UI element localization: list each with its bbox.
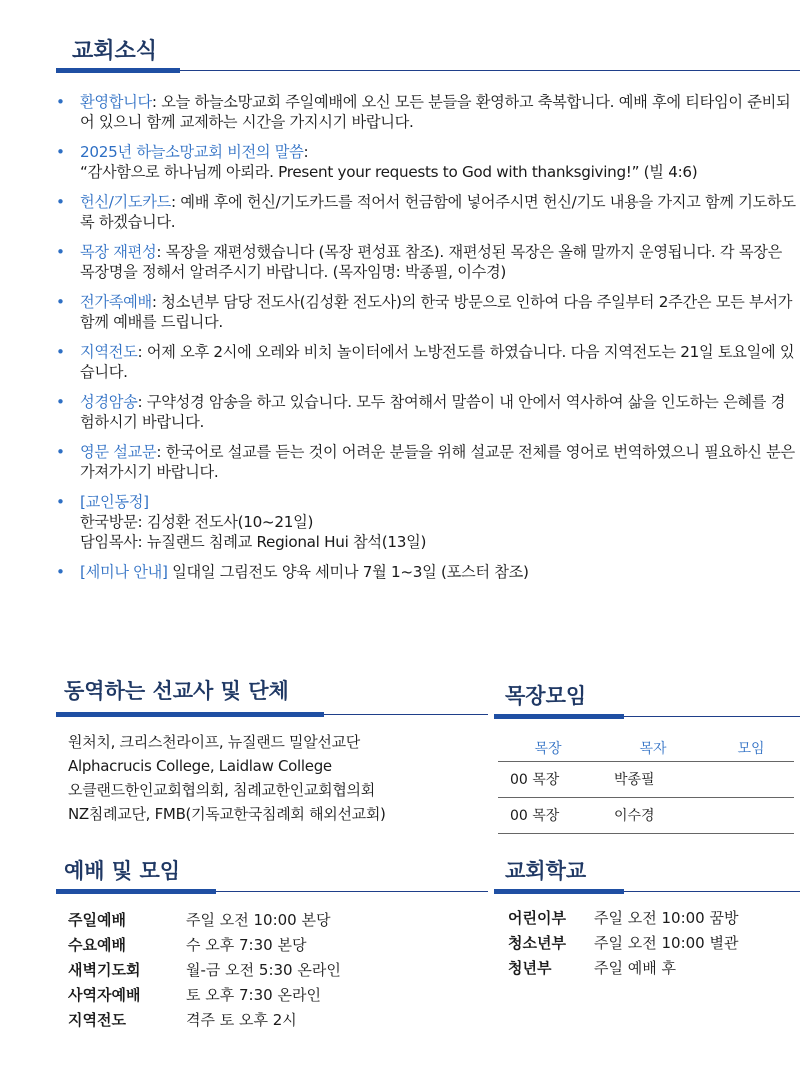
schedule-name: 주일예배 [68,911,126,929]
schedule-row [68,1008,341,1033]
cell-leader: 박종필 [598,761,708,797]
school-title-accent-bar [494,889,624,894]
news-item-text: : 오늘 하늘소망교회 주일예배에 오신 모든 분들을 환영하고 축복합니다. 예배 후에 티타임이 준비되어 있으니 함께 교제하는 시간을 가지시기 바랍니다. [80,93,791,131]
news-section-title: 교회소식 [72,39,158,64]
news-list [56,92,796,592]
news-item-label: [세미나 안내] [80,563,168,581]
mission-title-accent-bar [56,712,324,717]
news-item-label: [교인동정] [80,493,149,511]
bullet-icon: • [56,493,65,511]
bullet-icon: • [56,563,65,581]
bullet-icon: • [56,193,65,211]
cell-meeting [708,761,794,797]
news-item-label: 지역전도 [80,343,138,361]
schedule-name: 지역전도 [68,1011,126,1029]
mission-line: NZ침례교단, FMB(기독교한국침례회 해외선교회) [68,805,386,823]
cell-meeting [708,797,794,833]
news-item-text: : 목장을 재편성했습니다 (목장 편성표 참조). 재편성된 목장은 올해 말까지 운영됩니다. 각 목장은 목장명을 정해서 알려주시기 바랍니다. (목자임명: 박종필, 이수경) [80,243,782,281]
news-item-label: 전가족예배 [80,293,152,311]
cell-table [498,735,794,834]
schedule-row [508,956,738,981]
schedule-row [68,933,341,958]
news-item-vision [56,142,796,182]
news-item-label: 2025년 하늘소망교회 비전의 말씀 [80,143,304,161]
schedule-time: 주일 오전 10:00 별관 [594,934,739,952]
school-schedule [508,906,738,981]
mission-line: Alphacrucis College, Laidlaw College [68,757,332,775]
mission-list [68,730,386,826]
schedule-row [68,983,341,1008]
news-item-text: : 한국어로 설교를 듣는 것이 어려운 분들을 위해 설교문 전체를 영어로 번역하였으니 필요하신 분은 가져가시기 바랍니다. [80,443,795,481]
mission-line: 원처치, 크리스천라이프, 뉴질랜드 밀알선교단 [68,733,360,751]
worship-section-title: 예배 및 모임 [64,859,181,883]
cell-table-header [498,735,794,761]
bullet-icon: • [56,143,65,161]
cell-section-title: 목장모임 [505,684,587,708]
worship-schedule [68,908,341,1033]
news-item-scripture [56,392,796,432]
header-cell: 목자 [639,740,667,757]
news-item-label: 성경암송 [80,393,138,411]
news-item-prayer-card [56,192,796,232]
schedule-name: 새벽기도회 [68,961,141,979]
schedule-time: 주일 오전 10:00 본당 [186,911,331,929]
schedule-time: 격주 토 오후 2시 [186,1011,297,1029]
schedule-name: 수요예배 [68,936,126,954]
news-item-text: 일대일 그림전도 양육 세미나 7월 1~3일 (포스터 참조) [167,563,529,581]
cell-title-accent-bar [494,714,624,719]
bullet-icon: • [56,293,65,311]
bullet-icon: • [56,93,65,111]
news-item-verse: “감사함으로 하나님께 아뢰라. Present your requests to God with thanksgiving!” (빌 4:6) [80,163,698,181]
schedule-row [508,931,738,956]
worship-title-accent-bar [56,889,216,894]
header-cell: 모임 [737,740,765,757]
schedule-row [508,906,738,931]
schedule-row [68,958,341,983]
schedule-row [68,908,341,933]
schedule-name: 청소년부 [508,934,566,952]
schedule-name: 어린이부 [508,909,566,927]
cell-leader: 이수경 [598,797,708,833]
news-item-local-evangelism [56,342,796,382]
news-item-welcome [56,92,796,132]
table-row [498,761,794,797]
schedule-name: 사역자예배 [68,986,141,1004]
bullet-icon: • [56,443,65,461]
news-item-member-news [56,492,796,552]
schedule-time: 주일 오전 10:00 꿈방 [594,909,739,927]
news-item-text: : 구약성경 암송을 하고 있습니다. 모두 참여해서 말씀이 내 안에서 역사하여 삶을 인도하는 은혜를 경험하시기 바랍니다. [80,393,786,431]
news-item-text: : [303,143,309,161]
news-item-label: 목장 재편성 [80,243,157,261]
mission-section-title: 동역하는 선교사 및 단체 [64,679,289,703]
news-item-label: 영문 설교문 [80,443,157,461]
schedule-time: 주일 예배 후 [594,959,676,977]
bullet-icon: • [56,343,65,361]
cell-name: 00 목장 [498,761,598,797]
news-title-accent-bar [56,68,180,73]
table-row [498,797,794,833]
news-item-cell-reorg [56,242,796,282]
news-item-label: 환영합니다 [80,93,152,111]
news-item-family-worship [56,292,796,332]
news-item-line: 한국방문: 김성환 전도사(10~21일) [80,513,314,531]
bullet-icon: • [56,243,65,261]
schedule-time: 수 오후 7:30 본당 [186,936,307,954]
news-item-english-sermon [56,442,796,482]
news-item-text: : 어제 오후 2시에 오레와 비치 놀이터에서 노방전도를 하였습니다. 다음 지역전도는 21일 토요일에 있습니다. [80,343,795,381]
bullet-icon: • [56,393,65,411]
schedule-name: 청년부 [508,959,552,977]
school-section-title: 교회학교 [505,859,587,883]
news-item-text: : 예배 후에 헌신/기도카드를 적어서 헌금함에 넣어주시면 헌신/기도 내용을 가지고 함께 기도하도록 하겠습니다. [80,193,796,231]
schedule-time: 월-금 오전 5:30 온라인 [186,961,341,979]
schedule-time: 토 오후 7:30 온라인 [186,986,321,1004]
cell-name: 00 목장 [498,797,598,833]
news-item-line: 담임목사: 뉴질랜드 침례교 Regional Hui 참석(13일) [80,533,427,551]
mission-line: 오클랜드한인교회협의회, 침례교한인교회협의회 [68,781,375,799]
header-cell: 목장 [534,740,562,757]
news-item-text: : 청소년부 담당 전도사(김성환 전도사)의 한국 방문으로 인하여 다음 주일부터 2주간은 모든 부서가 함께 예배를 드립니다. [80,293,793,331]
news-item-label: 헌신/기도카드 [80,193,172,211]
news-item-seminar [56,562,796,582]
